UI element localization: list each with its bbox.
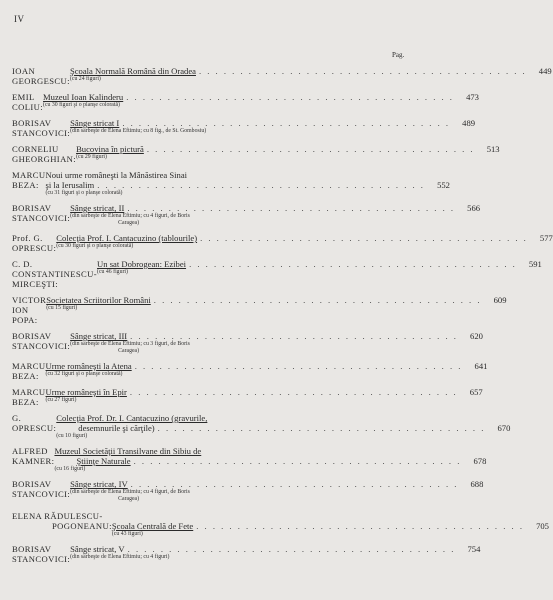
- entry-page: 473: [466, 92, 479, 102]
- entry-title[interactable]: Sânge stricat, IV: [70, 479, 128, 489]
- entry-author: IOAN GEORGESCU:: [12, 66, 70, 86]
- entry-page: 566: [467, 203, 481, 213]
- entry-note-cont: Caragea): [118, 220, 140, 226]
- entry-title[interactable]: Noui urme româneşti la Mânăstirea Sinai: [45, 170, 188, 180]
- entry-note: (cu 31 figuri şi o planşe colorată): [45, 190, 123, 196]
- entry-title[interactable]: Muzeul Ioan Kalinderu: [43, 92, 124, 102]
- table-of-contents: [12, 66, 553, 570]
- entry-note: (cu 30 figuri şi o planşe colorată): [56, 243, 134, 249]
- toc-entry: [12, 203, 481, 227]
- entry-page: 754: [467, 544, 481, 554]
- entry-author: BORISAV STANCOVICI:: [12, 331, 71, 351]
- toc-entry: [12, 331, 483, 355]
- entry-page: 513: [486, 144, 500, 154]
- entry-title[interactable]: Sânge stricat, II: [70, 203, 125, 213]
- entry-note: (cu 15 figuri): [46, 305, 78, 311]
- pag-column-label: Pag.: [392, 51, 405, 59]
- entry-title[interactable]: Urme româneşti la Atena: [45, 361, 132, 371]
- entry-page: 688: [470, 479, 484, 489]
- entry-note: (din sârbeşte de Elena Eftimiu; cu 4 figuri, de Boris: [70, 213, 190, 219]
- entry-note: (cu 27 figuri): [45, 397, 77, 403]
- entry-title[interactable]: Un sat Dobrogean: Ezibei: [97, 259, 187, 269]
- entry-author: BORISAV STANCOVICI:: [12, 118, 71, 138]
- entry-title[interactable]: Sânge stricat, V: [70, 544, 125, 554]
- toc-entry: [12, 144, 500, 164]
- toc-entry: [12, 361, 488, 381]
- entry-title-cont[interactable]: şi la Ierusalim: [45, 180, 95, 190]
- entry-page: 678: [473, 456, 487, 466]
- toc-entry: [12, 118, 476, 138]
- entry-title[interactable]: Bucovina în pictură: [76, 144, 144, 154]
- entry-author: EMIL COLIU:: [12, 92, 44, 112]
- entry-title[interactable]: Şcoala Normală Română din Oradea: [69, 66, 196, 76]
- entry-author: G. OPRESCU:: [12, 413, 57, 433]
- toc-entry: [12, 92, 479, 112]
- entry-title[interactable]: Societatea Scriitorilor Români: [46, 295, 151, 305]
- entry-title[interactable]: Sânge stricat, III: [70, 331, 128, 341]
- entry-author: ELENA RĂDULESCU- POGONEANU:: [12, 511, 112, 531]
- toc-entry: [12, 170, 450, 197]
- toc-entry: [12, 66, 552, 86]
- page-number: IV: [14, 14, 25, 24]
- entry-title[interactable]: Urme româneşti în Epir: [45, 387, 127, 397]
- toc-entry: [12, 511, 549, 538]
- entry-page: 620: [470, 331, 483, 341]
- entry-title[interactable]: Şcoala Centrală de Fete: [111, 521, 194, 531]
- entry-note: (cu 24 figuri): [69, 76, 101, 82]
- toc-entry: [12, 413, 511, 440]
- toc-entry: [12, 233, 553, 253]
- entry-note-cont: Caragea): [118, 496, 140, 502]
- entry-author: MARCU BEZA:: [12, 361, 46, 381]
- entry-note: (din sârbeşte de Elena Eftimiu; cu 4 figuri): [70, 554, 170, 560]
- entry-note: (cu 46 figuri): [97, 269, 128, 275]
- toc-entry: [12, 446, 487, 473]
- toc-entry: [12, 544, 481, 564]
- toc-entry: [12, 259, 542, 289]
- entry-note: (cu 10 figuri): [56, 433, 88, 439]
- entry-note: (cu 43 figuri): [111, 531, 143, 537]
- entry-author: Prof. G. OPRESCU:: [12, 233, 57, 253]
- entry-page: 705: [536, 521, 549, 531]
- entry-note: (din sârbeşte de Elena Eftimiu; cu 3 figuri, de Boris: [70, 341, 190, 347]
- entry-title[interactable]: Colecţia Prof. I. Cantacuzino (tablourile): [56, 233, 198, 243]
- entry-author: VICTOR ION POPA:: [12, 295, 47, 325]
- entry-note: (cu 32 figuri şi o planşe colorată): [45, 371, 123, 377]
- entry-author: C. D. CONSTANTINESCU- MIRCEŞTI:: [12, 259, 98, 289]
- entry-author: MARCU BEZA:: [12, 170, 46, 190]
- entry-note: (cu 30 figuri şi o planşe colorată): [43, 102, 120, 108]
- entry-page: 657: [469, 387, 483, 397]
- entry-title-cont[interactable]: Ştiinţe Naturale: [76, 456, 131, 466]
- entry-page: 641: [474, 361, 488, 371]
- toc-entry: [12, 479, 484, 503]
- entry-page: 591: [528, 259, 542, 269]
- entry-page: 489: [462, 118, 476, 128]
- toc-entry: [12, 295, 507, 325]
- entry-page: 577: [539, 233, 553, 243]
- entry-author: BORISAV STANCOVICI:: [12, 203, 71, 223]
- entry-note: (cu 29 figuri): [76, 154, 107, 160]
- toc-entry: [12, 387, 483, 407]
- entry-note: (din sârbeşte de Elena Eftimiu; cu 8 fig., de St. Gombosiu): [70, 128, 207, 134]
- entry-note: (din sârbeşte de Elena Eftimiu; cu 4 figuri, de Boris: [70, 489, 190, 495]
- entry-author: ALFRED KAMNER:: [12, 446, 55, 466]
- entry-title[interactable]: Colecţia Prof. Dr. I. Cantacuzino (gravurile,: [56, 413, 208, 423]
- entry-title[interactable]: Sânge stricat I: [70, 118, 120, 128]
- entry-note: (cu 16 figuri): [54, 466, 86, 472]
- entry-author: MARCU BEZA:: [12, 387, 46, 407]
- entry-author: CORNELIU GHEORGHIAN:: [12, 144, 77, 164]
- entry-note-cont: Caragea): [118, 348, 140, 354]
- entry-page: 449: [538, 66, 552, 76]
- entry-page: 552: [437, 180, 450, 190]
- entry-title[interactable]: Muzeul Societăţii Transilvane din Sibiu de: [54, 446, 202, 456]
- entry-page: 609: [493, 295, 507, 305]
- entry-author: BORISAV STANCOVICI:: [12, 544, 71, 564]
- entry-title-cont[interactable]: desemnurile şi cărţile): [78, 423, 155, 433]
- entry-author: BORISAV STANCOVICI:: [12, 479, 71, 499]
- entry-page: 670: [497, 423, 511, 433]
